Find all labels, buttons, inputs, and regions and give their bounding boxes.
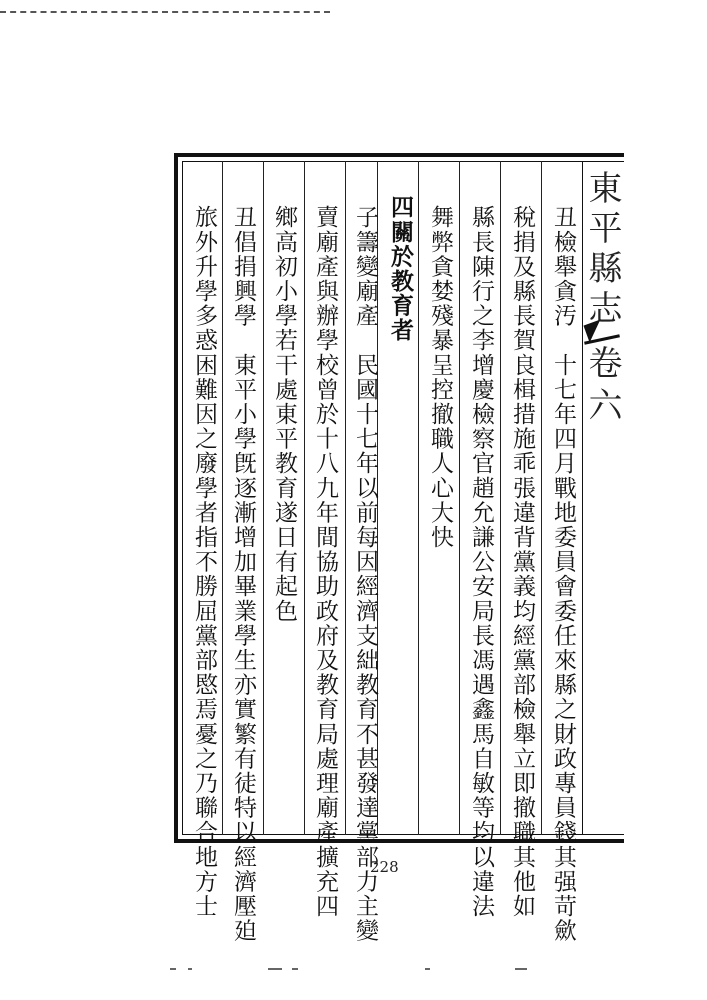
text-column-8: 鄉高初小學若干處東平教育遂日有起色	[271, 205, 297, 624]
column-rule	[418, 161, 419, 835]
column-rule	[222, 161, 223, 835]
column-rule	[459, 161, 460, 835]
text-column-9: 丑倡捐興學 東平小學旣逐漸增加畢業學生亦實繁有徒特以經濟壓廹	[230, 205, 256, 943]
column-rule	[500, 161, 501, 835]
column-rule	[541, 161, 542, 835]
text-column-10: 旅外升學多惑困難因之廢學者指不勝屈黨部愍焉憂之乃聯合地方士	[191, 205, 217, 919]
section-heading: 四關於教育者	[387, 195, 414, 343]
text-column-2: 稅捐及縣長賀良楫措施乖張違背黨義均經黨部檢舉立即撤職其他如	[509, 205, 535, 919]
running-head-title: 東平縣志	[582, 170, 622, 330]
top-dashed-rule	[0, 11, 330, 13]
scan-specks	[0, 968, 707, 972]
column-rule	[263, 161, 264, 835]
text-column-6: 子籌變廟產 民國十七年以前每因經濟支絀教育不甚發達黨部力主變	[352, 205, 378, 943]
text-column-3: 縣長陳行之李增慶檢察官趙允謙公安局長馮遇鑫馬自敏等均以違法	[468, 205, 494, 919]
text-column-1: 丑檢舉貪汚 十七年四月戰地委員會委任來縣之財政專員錢其强苛歛	[550, 205, 576, 943]
column-rule	[304, 161, 305, 835]
text-column-4: 舞弊貪婪殘暴呈控撤職人心大快	[427, 205, 453, 550]
text-column-7: 賣廟產與辦學校曾於十八九年間協助政府及教育局處理廟產擴充四	[312, 205, 338, 919]
running-head-volume: 卷六	[582, 345, 622, 429]
column-rule	[345, 161, 346, 835]
page-number: 228	[370, 858, 399, 876]
